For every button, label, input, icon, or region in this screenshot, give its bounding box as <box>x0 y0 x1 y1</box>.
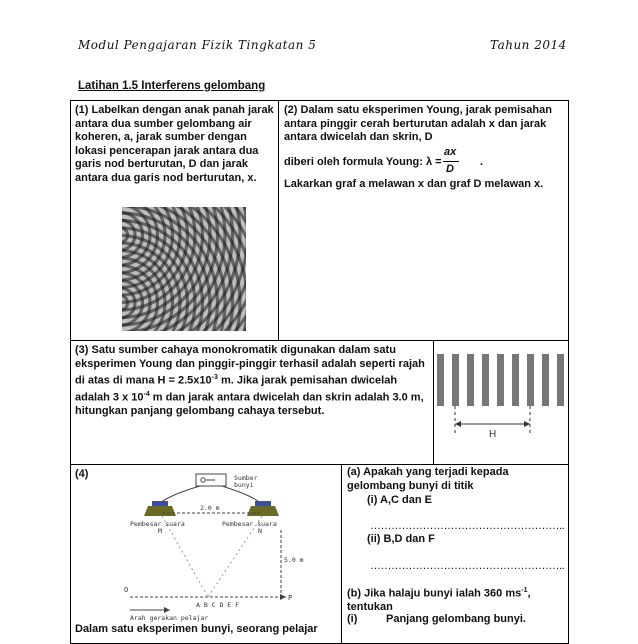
formula-denominator: D <box>446 163 454 175</box>
speaker-m-label: Pembesar suara <box>130 520 185 528</box>
interference-pattern-image <box>122 207 246 331</box>
student-direction-label: Arah gerakan pelajar <box>130 614 209 622</box>
fringe-pattern-figure <box>433 340 569 465</box>
points-a-to-f: A B C D E F <box>196 601 240 609</box>
young-formula <box>284 146 564 176</box>
question-2-instruction: Lakarkan graf a melawan x dan graf D melawan x. <box>284 178 544 190</box>
header-module-title: Modul Pengajaran Fizik Tingkatan 5 <box>78 38 317 52</box>
question-1-text: (1) Labelkan dengan anak panah jarak antara dua sumber gelombang air koheren, a, jarak sumber dengan lokasi pencerapan jarak antara dua garis nod berturutan, D dan jarak antara dua garis nod berturutan, x. <box>75 104 274 184</box>
formula-end: . <box>480 156 484 168</box>
question-3-text <box>75 344 430 419</box>
sound-experiment-diagram <box>110 470 304 630</box>
question-4a-ii: (ii) B,D dan F <box>367 533 435 545</box>
formula-lead: diberi oleh formula Young: λ = <box>284 156 442 168</box>
header-year: Tahun 2014 <box>490 38 567 52</box>
page-title: Latihan 1.5 Interferens gelombang <box>78 80 266 92</box>
distance-to-line: 5.0 m <box>284 556 304 564</box>
question-4a-text: (a) Apakah yang terjadi kepada gelombang bunyi di titik <box>347 466 509 492</box>
speaker-n-label: Pembesar suara <box>222 520 277 528</box>
point-o-label: O <box>124 586 129 594</box>
question-4b-text <box>347 584 562 615</box>
distance-between-speakers: 2.0 m <box>200 504 220 512</box>
q4b-exponent: -1 <box>521 587 528 594</box>
answer-line-4a-ii: ……………………………………………….. <box>370 560 565 572</box>
question-2-text: (2) Dalam satu eksperimen Young, jarak pemisahan antara pinggir cerah berturutan adalah x dan jarak antara dwicelah dan skrin, D <box>284 104 552 143</box>
question-4-number: (4) <box>75 468 89 480</box>
answer-line-4a-i: ……………………………………………….. <box>370 520 565 532</box>
question-4a-i: (i) A,C dan E <box>367 494 432 506</box>
q4b-text-part2: , tentukan <box>347 587 531 614</box>
q4b-text-part1: (b) Jika halaju bunyi ialah 360 ms <box>347 587 522 600</box>
q3-text-part1: (3) Satu sumber cahaya monokromatik digunakan dalam satu eksperimen Young dan pinggir-pinggir terhasil adalah seperti rajah di atas di mana H = 2.5x10 <box>75 344 425 387</box>
speaker-m-letter: M <box>158 527 162 535</box>
formula-numerator: ax <box>444 146 457 158</box>
formula-fraction-bar <box>443 161 459 162</box>
q3-text-part2: m. Jika jarak pemisahan dwicelah adalah 3 x 10 <box>75 374 398 404</box>
question-4b-i-text: Panjang gelombang bunyi. <box>386 613 526 625</box>
point-p-label: P <box>288 594 293 602</box>
speaker-n-letter: N <box>258 527 262 535</box>
sound-source-label-2: bunyi <box>234 481 254 489</box>
question-4-cut-text: Dalam satu eksperimen bunyi, seorang pelajar <box>75 623 318 635</box>
question-4b-i-number: (i) <box>347 613 358 625</box>
q3-text-part3: m dan jarak antara dwicelah dan skrin adalah 3.0 m, hitungkan panjang gelombang cahaya tersebut. <box>75 391 424 418</box>
q3-exponent-2: -4 <box>143 391 150 399</box>
fringe-label-h: H <box>489 429 497 440</box>
q3-exponent-1: -3 <box>211 374 218 381</box>
sound-source-label-1: Sumber <box>234 474 258 482</box>
